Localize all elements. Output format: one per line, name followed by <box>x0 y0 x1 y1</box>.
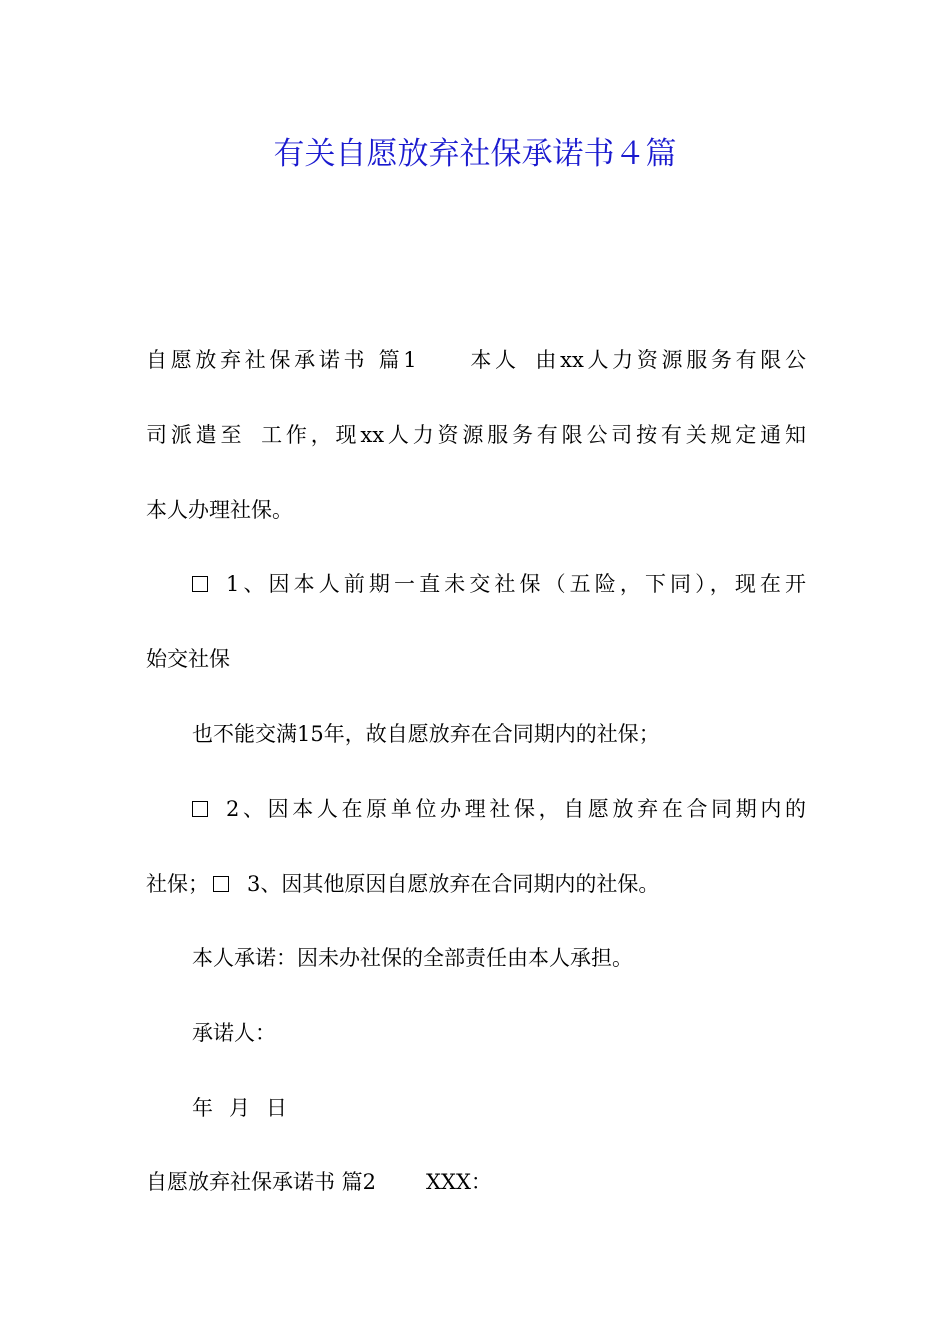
section-2-heading-line <box>146 1162 806 1202</box>
text-fragment: 本人 <box>466 348 520 372</box>
section-heading: 自愿放弃社保承诺书 篇2 <box>146 1170 377 1194</box>
option-text: 1、因本人前期一直未交社保（五险，下同），现在开 <box>226 572 806 596</box>
checkbox-option-3[interactable] <box>213 876 229 892</box>
paragraph-line-3: 本人办理社保。 <box>146 498 293 522</box>
option-1-line-1 <box>192 564 806 604</box>
paragraph-line-2 <box>146 415 806 455</box>
option-1-line-3: 也不能交满15年，故自愿放弃在合同期内的社保； <box>192 722 660 746</box>
paragraph-line-1 <box>146 340 806 380</box>
addressee: XXX： <box>426 1170 492 1194</box>
text-fragment: 司派遣至 <box>146 423 246 447</box>
checkbox-option-1[interactable] <box>192 576 208 592</box>
text-fragment: 工作，现xx人力资源服务有限公司按有关规定通知 <box>257 423 806 447</box>
date-year: 年 <box>192 1096 213 1120</box>
checkbox-option-2[interactable] <box>192 801 208 817</box>
section-heading: 自愿放弃社保承诺书 篇1 <box>146 348 417 372</box>
date-month: 月 <box>229 1096 250 1120</box>
option-text: 3、因其他原因自愿放弃在合同期内的社保。 <box>247 872 660 896</box>
document-title: 有关自愿放弃社保承诺书４篇 <box>273 136 677 172</box>
signer-line: 承诺人： <box>192 1021 276 1045</box>
option-1-line-2: 始交社保 <box>146 647 230 671</box>
option-text: 社保； <box>146 872 209 896</box>
text-fragment: 由xx人力资源服务有限公 <box>531 348 807 372</box>
option-2-line-1 <box>192 789 806 829</box>
option-2-3-line <box>146 864 806 904</box>
date-day: 日 <box>266 1096 287 1120</box>
option-text: 2、因本人在原单位办理社保，自愿放弃在合同期内的 <box>226 797 806 821</box>
promise-line: 本人承诺：因未办社保的全部责任由本人承担。 <box>192 946 633 970</box>
date-line <box>192 1088 806 1128</box>
